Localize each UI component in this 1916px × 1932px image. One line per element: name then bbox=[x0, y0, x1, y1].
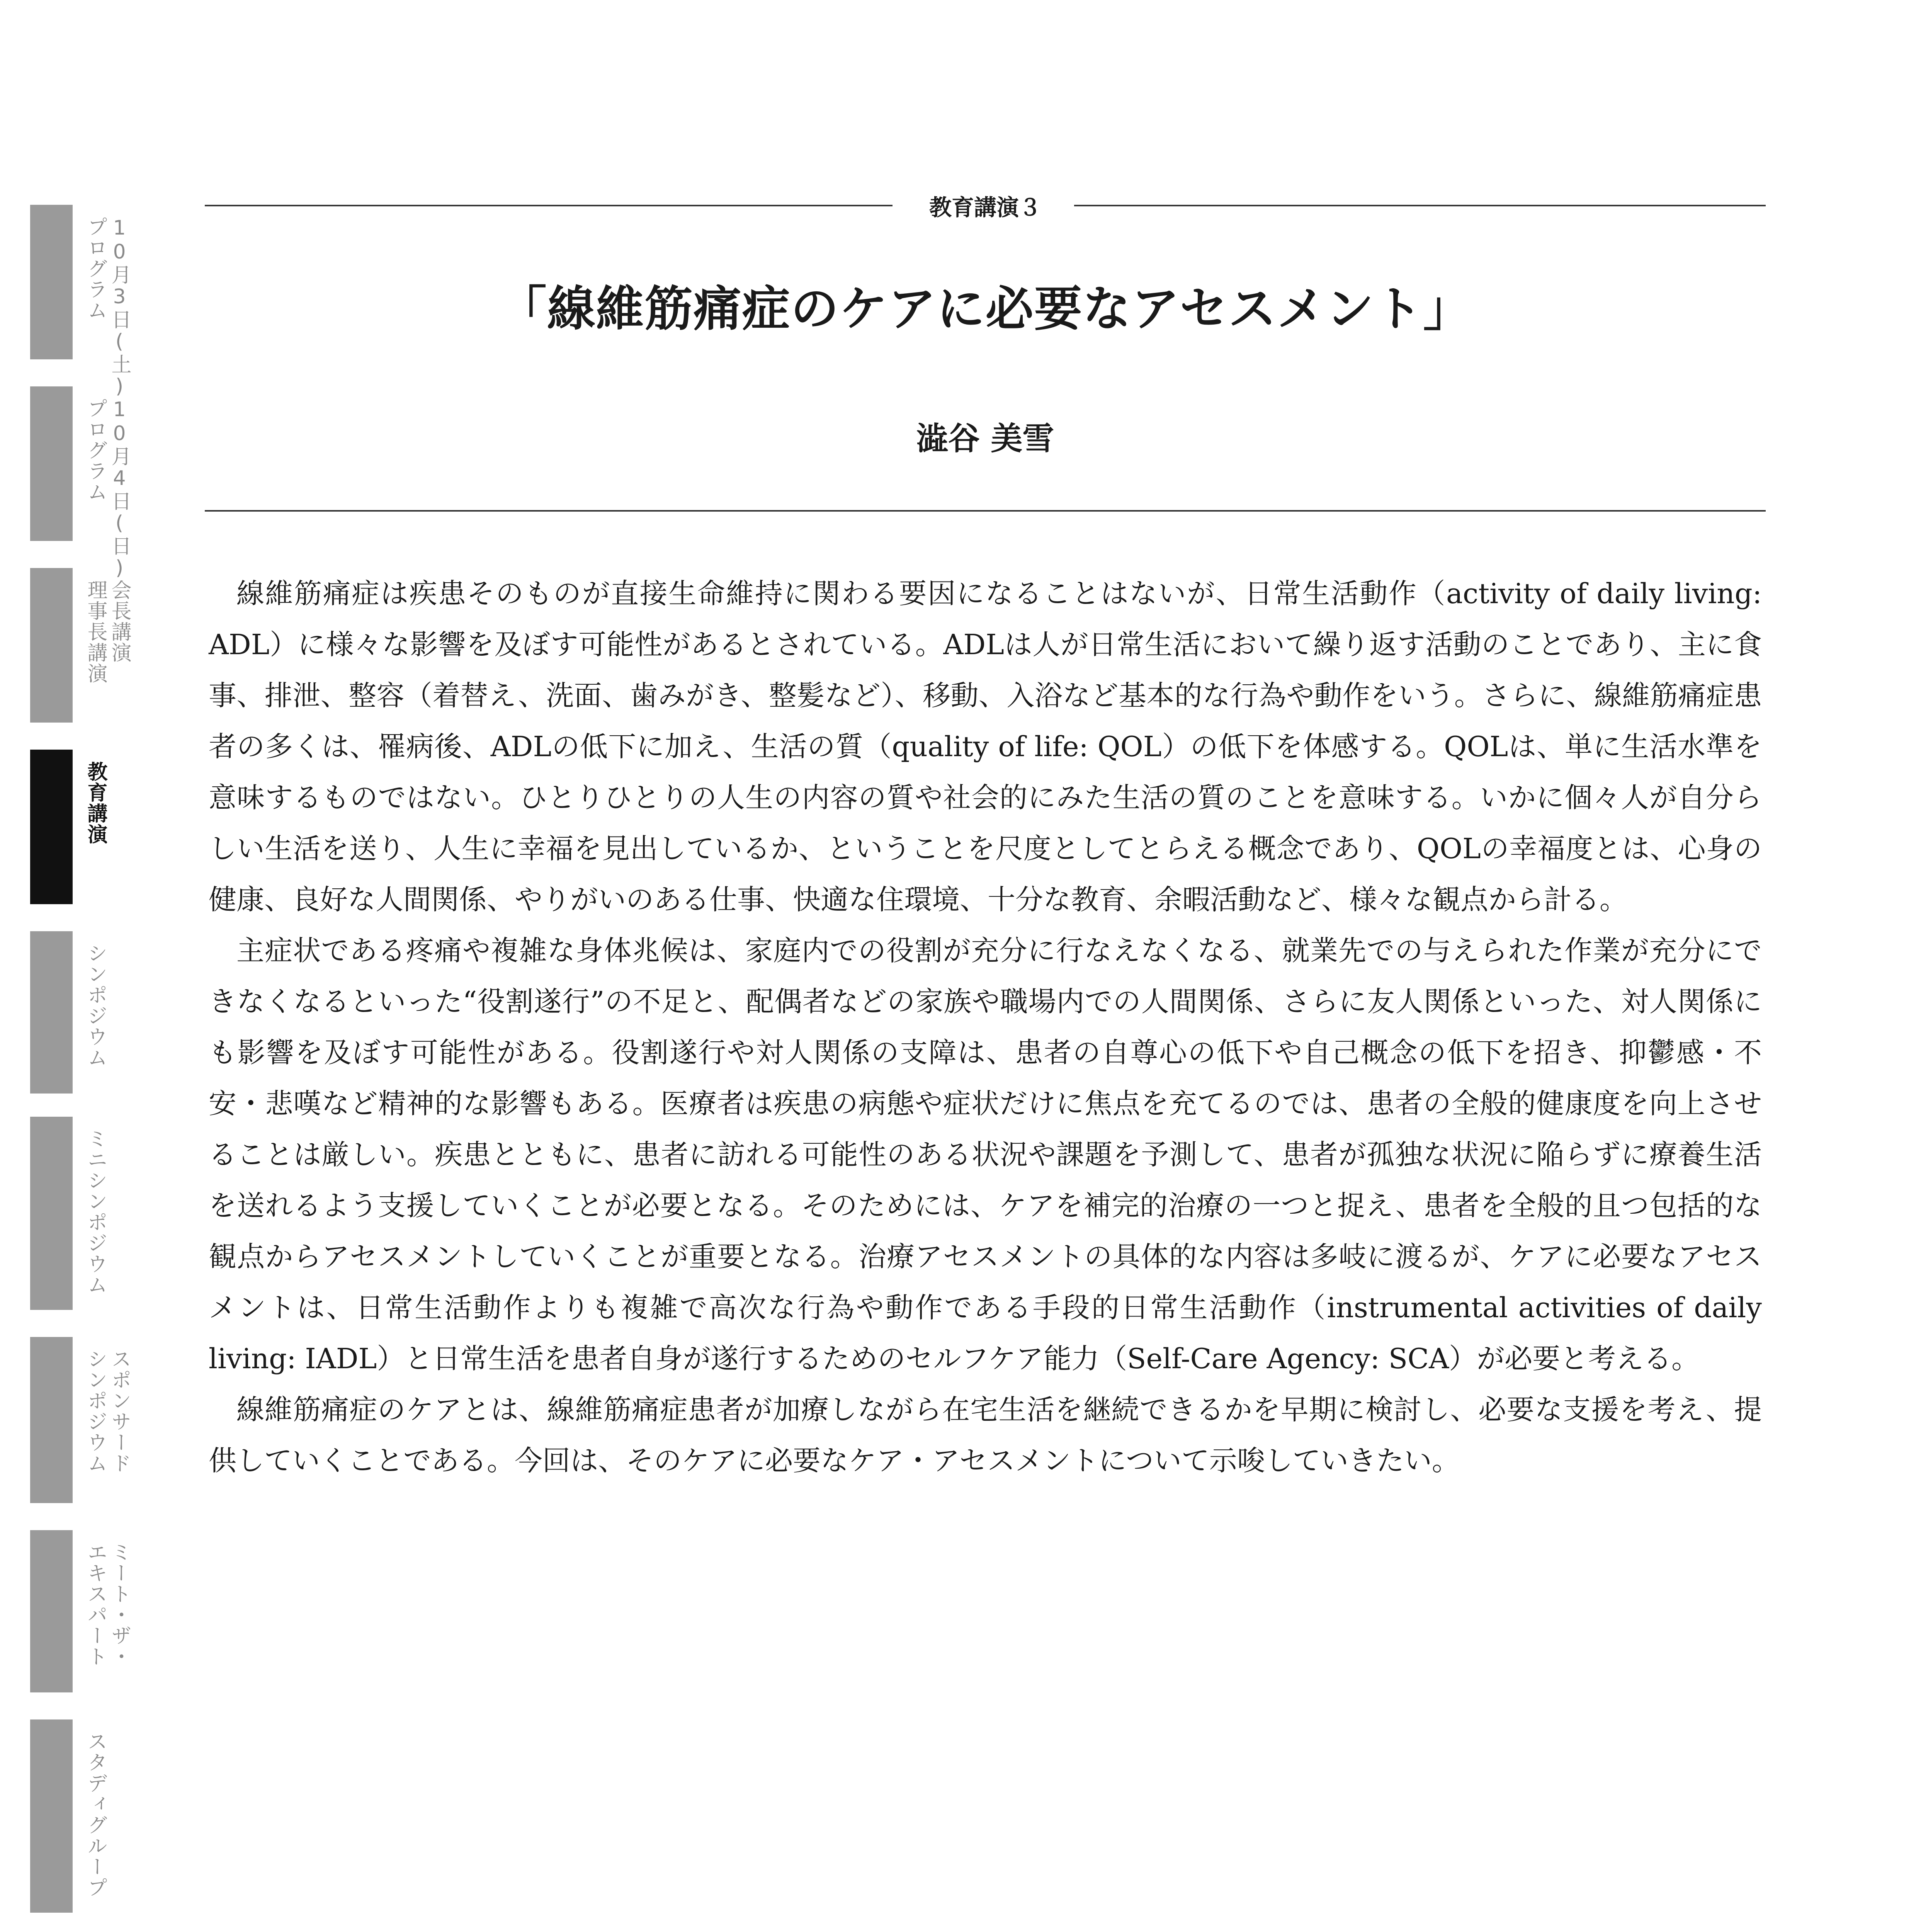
tab-label: スタディグループ bbox=[84, 1731, 107, 1898]
tab-bar bbox=[30, 1719, 73, 1913]
tab-label: 会長講演 理事長講演 bbox=[84, 580, 131, 684]
tab-sponsored-symposium[interactable] bbox=[30, 1337, 131, 1503]
tab-oct3-program[interactable] bbox=[30, 205, 131, 399]
tab-label: スポンサード シンポジウム bbox=[84, 1349, 131, 1474]
tab-mini-symposium[interactable] bbox=[30, 1117, 131, 1310]
tab-label: シンポジウム bbox=[84, 943, 107, 1068]
tab-symposium[interactable] bbox=[30, 931, 131, 1094]
header-rule-right bbox=[1074, 205, 1766, 206]
tab-educational-lecture[interactable] bbox=[30, 750, 131, 904]
tab-meet-the-expert[interactable] bbox=[30, 1530, 131, 1692]
paragraph: 線維筋痛症は疾患そのものが直接生命維持に関わる要因になることはないが、日常生活動作（activity of daily living: ADL）に様々な影響を及ぼす可能性があるとされている。ADLは人が日常生活において繰り返す活動のことであり、主に食事、排泄、整容（着替え、洗面、歯みがき、整髪など）、移動、入浴など基本的な行為や動作をいう。さらに、線維筋痛症患者の多くは、罹病後、ADLの低下に加え、生活の質（quality of life: QOL）の低下を体感する。QOLは、単に生活水準を意味するものではない。ひとりひとりの人生の内容の質や社会的にみた生活の質のことを意味する。いかに個々人が自分らしい生活を送り、人生に幸福を見出しているか、ということを尺度としてとらえる概念であり、QOLの幸福度とは、心身の健康、良好な人間関係、やりがいのある仕事、快適な住環境、十分な教育、余暇活動など、様々な観点から計る。 bbox=[209, 577, 1762, 916]
tab-oct4-program[interactable] bbox=[30, 386, 131, 580]
paragraph: 主症状である疼痛や複雑な身体兆候は、家庭内での役割が充分に行なえなくなる、就業先での与えられた作業が充分にできなくなるといった“役割遂行”の不足と、配偶者などの家族や職場内での人間関係、さらに友人関係といった、対人関係にも影響を及ぼす可能性がある。役割遂行や対人関係の支障は、患者の自尊心の低下や自己概念の低下を招き、抑鬱感・不安・悲嘆など精神的な影響もある。医療者は疾患の病態や症状だけに焦点を充てるのでは、患者の全般的健康度を向上させることは厳しい。疾患とともに、患者に訪れる可能性のある状況や課題を予測して、患者が孤独な状況に陥らずに療養生活を送れるよう支援していくことが必要となる。そのためには、ケアを補完的治療の一つと捉え、患者を全般的且つ包括的な観点からアセスメントしていくことが重要となる。治療アセスメントの具体的な内容は多岐に渡るが、ケアに必要なアセスメントは、日常生活動作よりも複雑で高次な行為や動作である手段的日常生活動作（instrumental activities of daily living: IADL）と日常生活を患者自身が遂行するためのセルフケア能力（Self-Care Agency: SCA）が必要と考える。 bbox=[209, 934, 1762, 1375]
tab-bar bbox=[30, 750, 73, 904]
tab-bar bbox=[30, 568, 73, 723]
author-name: 澁谷 美雪 bbox=[916, 420, 1054, 457]
title-divider bbox=[205, 510, 1766, 512]
tab-bar bbox=[30, 1117, 73, 1310]
tab-label: 10月4日(日) プログラム bbox=[84, 398, 131, 580]
tab-label: 教育講演 bbox=[84, 761, 107, 845]
tab-bar bbox=[30, 1530, 73, 1692]
tab-presidential-lecture[interactable] bbox=[30, 568, 131, 723]
tab-bar bbox=[30, 386, 73, 541]
header-rule-left bbox=[205, 205, 893, 206]
lecture-title: 「線維筋痛症のケアに必要なアセスメント」 bbox=[498, 281, 1472, 337]
tab-bar bbox=[30, 205, 73, 359]
tab-label: 10月3日(土) プログラム bbox=[84, 216, 131, 399]
tab-label: ミート・ザ・ エキスパート bbox=[84, 1542, 131, 1667]
tab-bar bbox=[30, 931, 73, 1094]
tab-label: ミニシンポジウム bbox=[84, 1128, 107, 1295]
tab-bar bbox=[30, 1337, 73, 1503]
tab-study-group[interactable] bbox=[30, 1719, 131, 1913]
section-header bbox=[205, 189, 1766, 220]
abstract-body bbox=[209, 568, 1762, 1486]
paragraph: 線維筋痛症のケアとは、線維筋痛症患者が加療しながら在宅生活を継続できるかを早期に検討し、必要な支援を考え、提供していくことである。今回は、そのケアに必要なケア・アセスメントについて示唆していきたい。 bbox=[209, 1393, 1762, 1477]
section-label: 教育講演３ bbox=[929, 194, 1041, 221]
